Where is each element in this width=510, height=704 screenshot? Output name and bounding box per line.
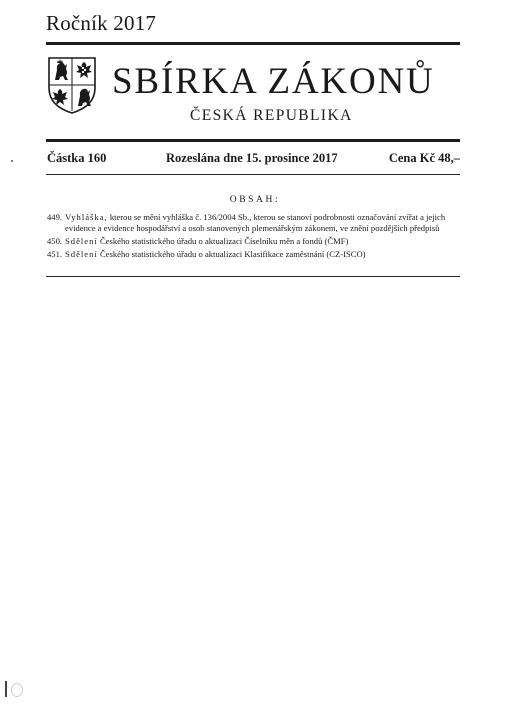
binder-hole [11,683,23,697]
contents-heading: OBSAH: [229,195,281,205]
issue-date: Rozeslána dne 15. prosince 2017 [166,151,338,165]
binder-mark [5,681,7,697]
item-number: 449. [47,212,63,222]
top-rule [46,42,460,45]
meta-rule [46,174,460,175]
item-type: Vyhláška, [65,212,108,222]
list-item [47,236,461,247]
item-description: kterou se mění vyhláška č. 136/2004 Sb., kterou se stanoví podrobnosti označování zvířat a jejich evidence a evidence hospodářství a osob stanovených plemenářským zákonem, ve znění pozdějších předpisů [65,212,446,233]
volume-year: Ročník 2017 [46,11,157,35]
item-description: Českého statistického úřadu o aktualizaci Číselníku měn a fondů (ČMF) [99,236,349,246]
list-item [47,249,461,260]
item-text [65,212,461,234]
item-text [65,236,461,247]
item-number: 450. [47,236,63,246]
gazette-subtitle: ČESKÁ REPUBLIKA [190,107,353,124]
item-number: 451. [47,249,63,259]
scan-speck [11,160,13,162]
item-type: Sdělení [65,249,98,259]
contents-bottom-rule [46,276,460,277]
item-description: Českého statistického úřadu o aktualizaci Klasifikace zaměstnání (CZ-ISCO) [99,249,366,259]
list-item [47,212,461,234]
czech-coat-of-arms-icon [47,56,97,114]
item-text [65,249,461,260]
header-bottom-rule [46,139,460,142]
issue-part: Částka 160 [47,151,107,165]
contents-list [47,212,461,262]
gazette-title: SBÍRKA ZÁKONŮ [112,61,435,102]
issue-price: Cena Kč 48,– [388,151,460,165]
item-type: Sdělení [65,236,98,246]
